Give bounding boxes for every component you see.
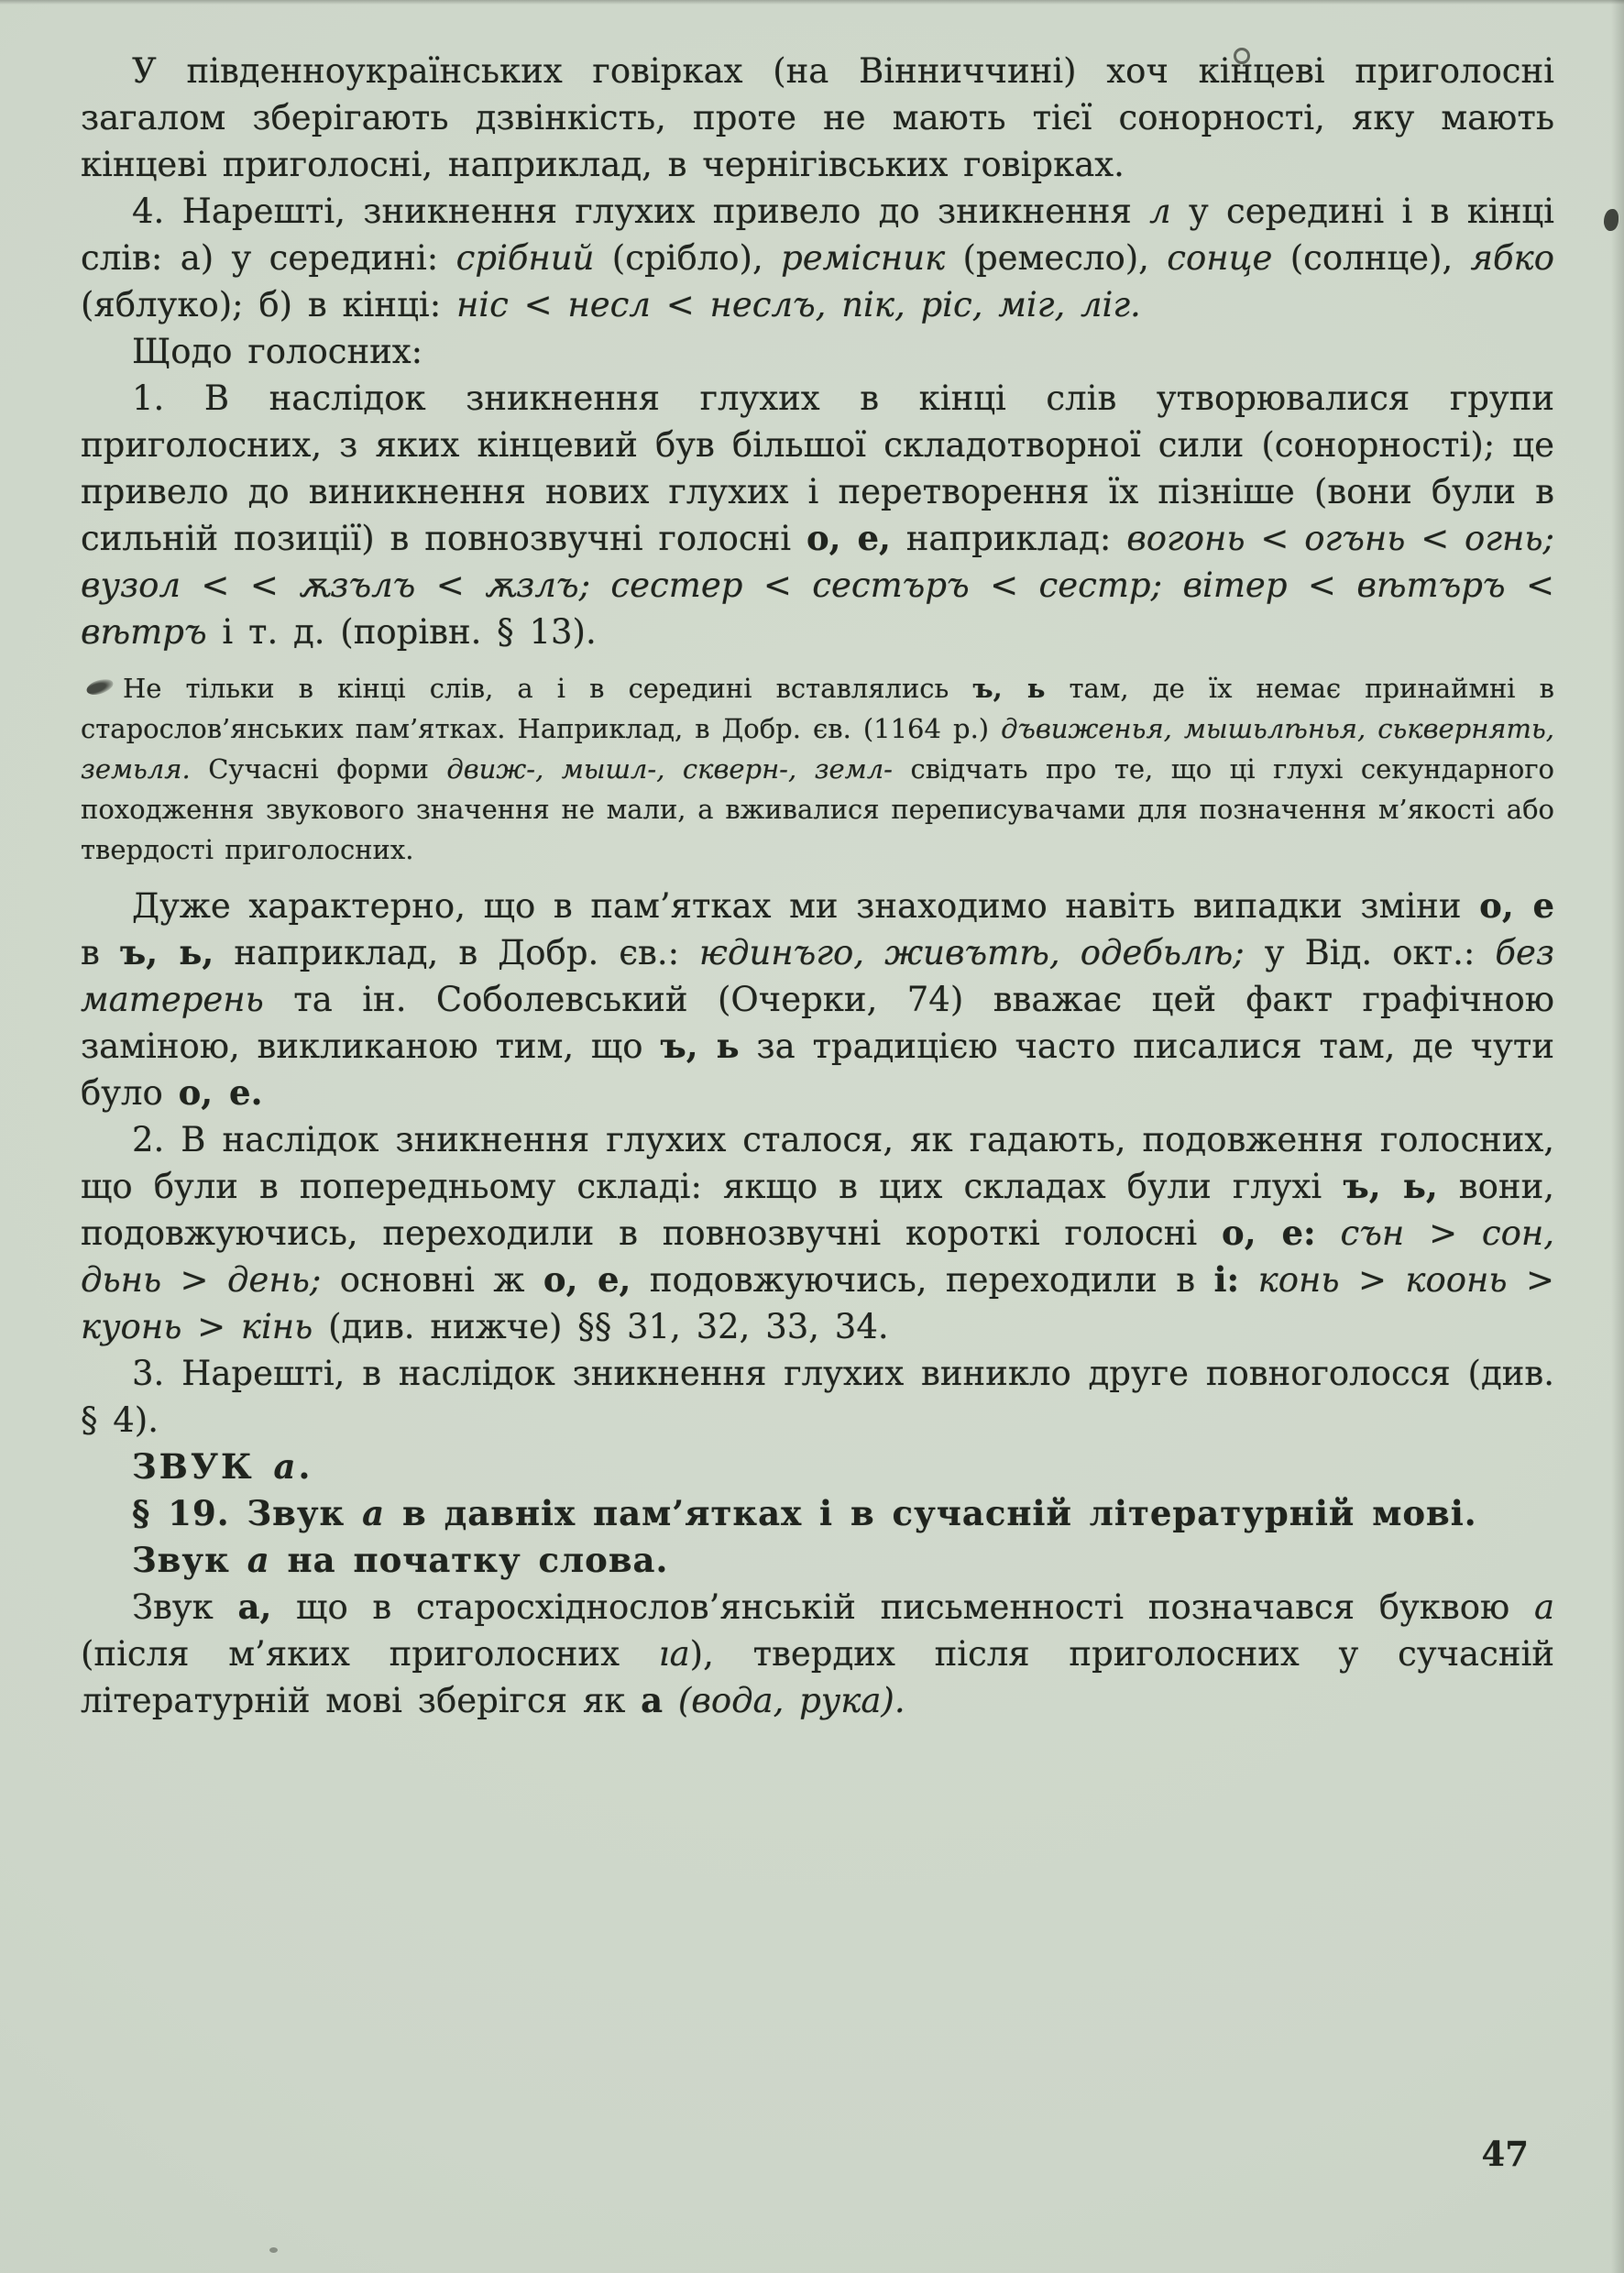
subsection-heading-word-initial-a: Звук а на початку слова. [132, 1540, 669, 1580]
paragraph-dobr-evidence: Дуже характерно, що в пам’ятках ми знаходимо навіть випадки зміни о, е в ъ, ь, наприклад, в Добр. єв.: ѥдинъго, живътѣ, одебьлѣ; у Від. окт.: без матерень та ін. Соболевський (Очерки, 74) вважає цей факт графічною заміною, викликаною тим, що ъ, ь за традицією часто писалися там, де чути було о, е. [81, 885, 1555, 1113]
section-heading-sound-a: ЗВУК а. [132, 1446, 313, 1487]
scan-speck-right-edge [1604, 209, 1619, 231]
paragraph-19-heading: § 19. Звук а в давніх пам’ятках і в сучасній літературній мові. [132, 1493, 1477, 1533]
footnote-paragraph: Не тільки в кінці слів, а і в середині вставлялись ъ, ь там, де їх немає принаймні в старослов’янських пам’ятках. Наприклад, в Добр. єв. (1164 р.) дъвиженья, мышьлѣнья, ськвернять, земьля. Сучасні форми движ-, мышл-, скверн-, земл- свідчать про те, що ці глухі секундарного походження звукового значення не мали, а вживалися переписувачами для позначення м’якості або твердості приголосних. [81, 673, 1555, 865]
paragraph-southern-dialects: У південноукраїнських говірках (на Вінниччині) хоч кінцеві приголосні загалом зберігають дзвінкість, проте не мають тієї сонорності, яку мають кінцеві приголосні, наприклад, в чернігівських говірках. [81, 51, 1554, 184]
paragraph-item-3: 3. Нарешті, в наслідок зникнення глухих виникло друге повноголосся (див. § 4). [81, 1354, 1554, 1440]
paragraph-sound-a-description: Звук а, що в старосхіднослов’янській письменності позначався буквою а (після м’яких приголосних ıа), твердих після приголосних у сучасній літературній мові зберігся як а (вода, рука). [81, 1587, 1554, 1720]
paragraph-item-1: 1. В наслідок зникнення глухих в кінці слів утворювалися групи приголосних, з яких кінцевий був більшої складотворної сили (сонорності); це привело до виникнення нових глухих і перетворення їх пізніше (вони були в сильній позиції) в повнозвучні голосні о, е, наприклад: вогонь < огънь < огнь; вузол < < ѫзълъ < ѫзлъ; сестер < сестъръ < сестр; вітер < вѣтъръ < вѣтръ і т. д. (порівн. § 13). [81, 379, 1554, 652]
page-number: 47 [1481, 2134, 1529, 2174]
text-column [81, 48, 1554, 1724]
scan-speck-bottom [269, 2247, 278, 2253]
paragraph-item-4: 4. Нарешті, зникнення глухих привело до зникнення л у середині і в кінці слів: а) у середині: срібний (срібло), ремісник (ремесло), сонце (солнце), ябко (яблуко); б) в кінці: ніс < несл < неслъ, пік, ріс, міг, ліг. [81, 192, 1554, 324]
paragraph-item-2: 2. В наслідок зникнення глухих сталося, як гадають, подовження голосних, що були в попередньому складі: якщо в цих складах були глухі ъ, ь, вони, подовжуючись, переходили в повнозвучні короткі голосні о, е: сън > сон, дьнь > день; основні ж о, е, подовжуючись, переходили в і: конь > коонь > куонь > кінь (див. нижче) §§ 31, 32, 33, 34. [81, 1120, 1555, 1346]
paragraph-vowels-intro: Щодо голосних: [132, 332, 423, 371]
